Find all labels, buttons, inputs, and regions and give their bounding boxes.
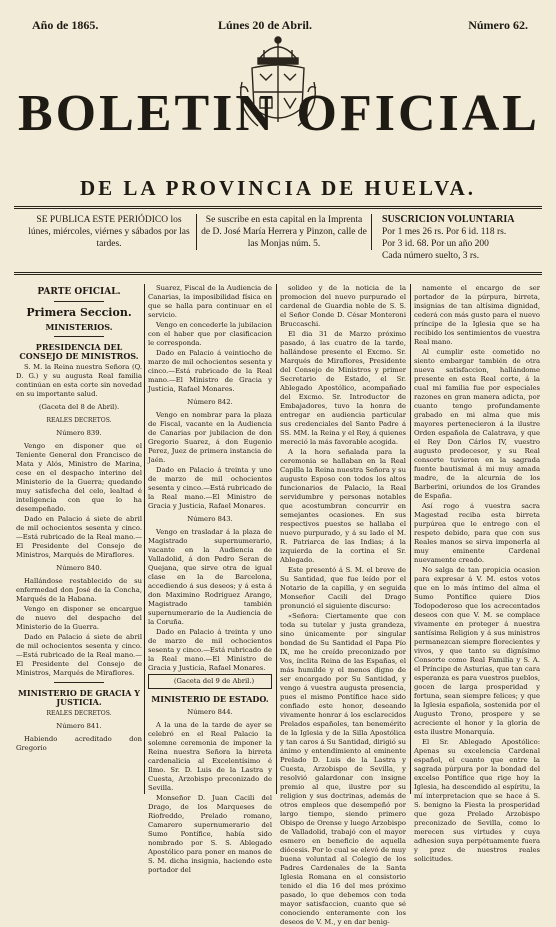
article-columns [14,284,542,926]
decrees-heading: REALES DECRETOS. [46,417,112,424]
gazette-note: (Gaceta del 8 de Abril). [38,403,120,411]
issue-date: Lúnes 20 de Abril. [218,18,313,32]
subscription-prices [376,214,550,262]
paragraph: Al cumplir este cometido no siento embargar también de otra nueva satisfaccion, hallándome presente en esta Real corte, á la cual mi familia fue por especiales razones en gran manera adicta, por cuanto tengo profundamente grabado en mi alma que mis mayores pertenecieron á la ilustre Orden española de Calatrava, y que el Rey Don Cárlos IV, vuestro augusto predecesor, y su Real consorte tuvieron en la sagrada fuente bautismal á mi muy amada madre, de la alcurnia de los Barberini, oriundos de los Grandes de España. [414,348,540,500]
paragraph: Vengo en concederle la jubilacion con el haber que por clasificacion le corresponda. [148,321,273,347]
price-line: Por 3 id. 68. Por un año 200 [382,239,489,249]
decrees-heading: REALES DECRETOS. [46,710,112,717]
divider [14,272,542,275]
title-left: BOLETIN [18,85,276,142]
price-line: Por 1 mes 26 rs. Por 6 id. 118 rs. [382,227,507,237]
section-heading: Primera Seccion. [26,306,132,319]
paragraph: «Señora: Ciertamente que con toda su tutelar y justa grandeza, sino únicamente por singular bondad de Su Santidad el Papa Pío IX, me he creído preconizado por Vos, ínclita Reina de las Españas, el más humilde y el menos digno de ser encargado por Su Santidad, y vengo á vuestra augusta presencia, pues el mismo Pontífice hace sido confiado este honor, deseando vivamente honrar á los esclarecidos Prelados españoles, tan benemérito de la Iglesia y de la Silla Apostólica y tan caros á Su Santidad, dirigió su ánimo y entendimiento al eminente Prelado D. Luis de la Lastra y Cuesta, Arzobispo de Sevilla, y resolvió galardonar con insigne premio al que, ilustre por su religion y sus doctrinas, además de otros empleos que desempeñó por largo tiempo, siendo primero Obispo de Orense y luego Arzobispo de Valladolid, trabajó con el mayor esmero en beneficio de aquella diócesis. Por lo cual se elevó de muy buena voluntad al Colegio de los Padres Cardenales de la Santa Iglesia Romana en el consistorio tenido el dia 16 del mes próximo pasado, lo que debemos con toda mayor satisfaccion, cuanto que sé conociendo enteramente con los deseos de V. M., y en dar benig- [280,612,406,926]
paragraph: Vengo en trasladar á la plaza de Magistrado supernumerario, vacante en la Audiencia de Valladolid, á don Pedro Seran de Quejana, que sirve otra de igual clase en la de Barcelona, accediendo á sus deseos; y á esta á don Maximino Rodriguez Arango, Magistrado también supernumerario de la Audiencia de la Coruña. [148,528,272,626]
newspaper-page [8,6,548,926]
ministries-heading: MINISTERIOS. [45,322,113,332]
gazette-note: (Gaceta del 9 de Abril.) [148,674,272,689]
paragraph: solideo y de la noticia de la promocion del nuevo purpurado el cardenal de Guardia noble de S. S. el Señor Conde D. César Monteroni Bruccaschi. [280,284,406,328]
column-3 [280,284,406,926]
paragraph: El dia 31 de Marzo próximo pasado, á las cuatro de la tarde, hallándose presente el Excmo. Sr. Marqués de Miraflores, Presidente del Consejo de Ministros y primer Secretario de Estado, el Sr. Ablegado Apostólico, acompañado del Excmo. Sr. Introductor de Embajadores, tuvo la honra de entregar en audiencia particular sus credenciales del Santo Padre á SS. MM. la Reina y el Rey, á quienes mereció la más favorable acogida. [280,330,406,446]
paragraph: Habiendo acreditado don Gregorio [16,735,142,752]
column-divider [410,284,411,794]
decree-number: Número 842. [187,398,233,406]
paragraph: Este presentó á S. M. el breve de Su Santidad, que fue leído por el Notario de la capilla, y en seguida Monseñor Cacili del Drago pronunció el siguiente discurso: [280,566,406,610]
paragraph: namente el encargo de ser portador de la púrpura, birreta, insignias de tan altísima dignidad, cederá con más gusto para el nuevo príncipe de la Iglesia que se ha recibido los sentimientos de vuestra Real mano. [414,284,540,346]
paragraph: Monseñor D. Juan Cacili del Drago, de los Marqueses de Riofreddo, Prelado romano, Camarero supernumerario del Sumo Pontífice, había sido nombrado por S. S. Ablegado Apostólico para poner en manos de S. M. dicha insignia, haciendo este portador del [148,794,272,874]
paragraph: Así rogo á vuestra sacra Magestad reciba esta birreta purpúrea que le entrego con el respeto debido, para que con sus Reales manos se sirva imponerla al muy eminente Cardenal nuevamente creado. [414,502,540,564]
paragraph: Hallándose restablecido de su enfermedad don José de la Concha, Marqués de la Habana. [16,577,142,603]
decree-number: Número 843. [187,515,233,523]
decree-number: Número 841. [56,722,102,730]
paragraph: Dado en Palacio á veintiocho de marzo de mil ochocientos sesenta y cinco.—Está rubricado de la Real mano.—El Ministro de Gracia y Justicia, Rafael Monares. [148,349,272,393]
paragraph: No salga de tan propicia ocasion para expresar á V. M. estos votos que en lo más íntimo del alma el Sumo Pontífice quiere Dios Todopoderoso que los acrecentados deseos con que V. M. se complace vivamente en proteger á nuestra santísima Religion y á sus ministros permanezcan siempre florecientes y vivos, y que tanto su dignísimo Consorte como Real Familia y S. A. el Príncipe de Asturias, que tan cara esperanza es para vuestros pueblos, gocen de larga prosperidad y fortuna, sean siempre felices; y que la Iglesia española, sostenida por el Augusto Trono, prospere y se acreciente el honor y la gloria de esta ilustre Monarquía. [414,566,540,736]
column-divider [144,284,145,794]
paragraph: Dado en Palacio á treinta y uno de marzo de mil ochocientos sesenta y cinco.—Está rubricado de la Real mano.—El Ministro de Gracia y Justicia, Rafael Monares. [148,466,272,510]
paragraph: Vengo en disponer que el Teniente General don Francisco de Mata y Alós, Ministro de Marina, cese en el despacho interino del Ministerio de la Guerra; quedando muy satisfecha del celo, lealtad é inteligencia con que lo ha desempeñado. [16,442,142,513]
part-heading: PARTE OFICIAL. [37,287,121,297]
column-4 [414,284,540,863]
paragraph: Dado en Palacio á treinta y uno de marzo de mil ochocientos sesenta y cinco.—Está rubricado de la Real mano.—El Ministro de Gracia y Justicia, Rafael Monares. [148,628,272,672]
paragraph: El Sr. Ablegado Apostólico: Apenas su excelencia Cardenal español, el cuanto que entre la sagrada púrpura por la bondad del excelso Pontífice que rige hoy la Iglesia, ha descendido al espíritu, la mí interpretacion que se hace á S. S. benigno la Fiesta la prosperidad que goza Prelado Arzobispo preconizado de Sevilla, como lo merecen sus virtudes y cuya adhesion suya perpétuamente fuera y prez de nuestros reales solicitudes. [414,738,540,863]
decree-number: Número 839. [56,429,102,437]
paragraph: Suarez, Fiscal de la Audiencia de Canarias, la imposibilidad física en que se halla para continuar en el servicio. [148,284,272,319]
subscription-place: Se suscribe en esta capital en la Imprenta de D. José María Herrera y Pinzon, calle de las Monjas núm. 5. [196,214,372,250]
column-2 [148,284,273,874]
paragraph: Vengo en disponer se encargue de nuevo del despacho del Ministerio de la Guerra. [16,605,142,631]
column-1 [16,284,142,794]
title-right: OFICIAL [296,85,540,142]
periodicity-note: SE PUBLICA ESTE PERIÓDICO los lúnes, miércoles, viérnes y sábados por las tardes. [28,215,190,249]
paragraph: A la hora señalada para la ceremonia se hallaban en la Real Capilla la Reina nuestra Señora y su augusto Esposo con todos los altos funcionarios de Palacio, la Real servidumbre y personas notables que acostumbran concurrir en semejantes ocasiones. En sus respectivos puestos se hallaba el nuevo purpurado, y á su lado el M. R. Patriarca de las Indias; á la izquierda de la cortina el Sr. Ablegado. [280,448,406,564]
paragraph: Dado en Palacio á siete de abril de mil ochocientos sesenta y cinco.—Está rubricado de la Real mano.—El Presidente del Consejo de Ministros, Marqués de Miraflores. [16,515,142,559]
paragraph: A la una de la tarde de ayer se celebró en el Real Palacio la solemne ceremonia de imponer la Reina nuestra Señora la birreta cardenalicia al Excelentísimo é Ilmo. Sr. D. Luis de la Lastra y Cuesta, Arzobispo preconizado de Sevilla. [148,721,272,792]
ministry-heading: MINISTERIO DE ESTADO. [151,694,269,704]
paragraph: Dado en Palacio á siete de abril de mil ochocientos sesenta y cinco.—Está rubricado de la Real mano.—El Presidente del Consejo de Ministros, Marqués de Miraflores. [16,633,142,677]
issue-number: Número 62. [468,18,528,32]
presidency-heading: PRESIDENCIA DEL CONSEJO DE MINISTROS. [19,342,139,361]
decree-number: Número 840. [56,564,102,572]
decree-number: Número 844. [187,708,233,716]
ministry-heading: MINISTERIO DE GRACIA Y JUSTICIA. [18,688,140,707]
issue-year: Año de 1865. [32,18,99,32]
paragraph: S. M. la Reina nuestra Señora (Q. D. G.) y su augusta Real familia continúan en esta corte sin novedad en su importante salud. [16,363,142,398]
column-divider [276,284,277,794]
divider [14,206,542,209]
paragraph: Vengo en nombrar para la plaza de Fiscal, vacante en la Audiencia de Canarias por jubilacion de don Gregorio Suarez, á don Eugenio Perez, Juez de primera instancia de Jaén. [148,411,272,464]
subscription-heading: SUSCRICION VOLUNTARIA [382,214,515,225]
price-line: Cada número suelto, 3 rs. [382,251,480,261]
masthead-subtitle: DE LA PROVINCIA DE HUELVA. [80,176,476,200]
